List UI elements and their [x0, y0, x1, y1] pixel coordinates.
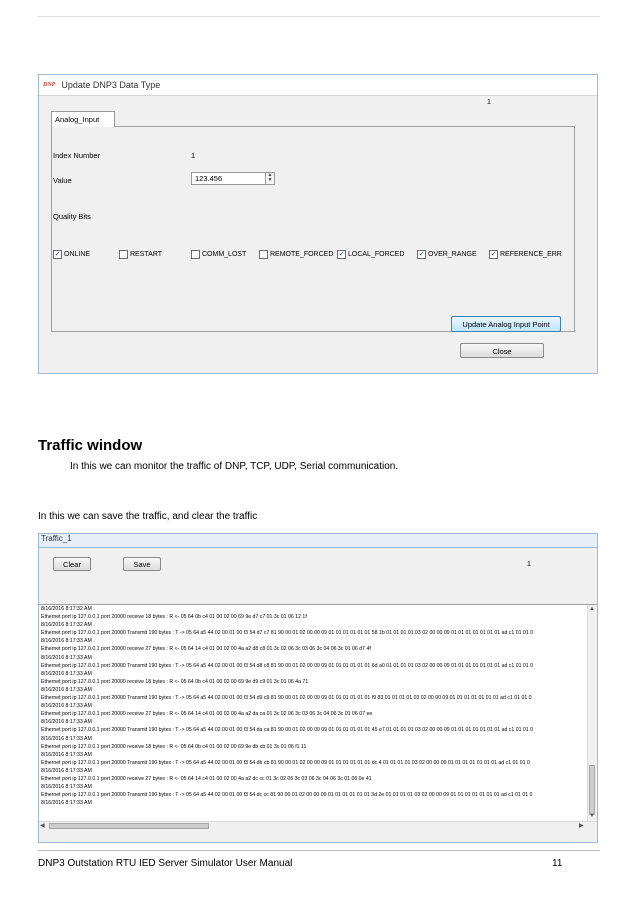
- vertical-scroll-thumb[interactable]: [589, 765, 595, 815]
- checkbox-restart[interactable]: [119, 250, 162, 259]
- log-line: 8/16/2016 8:17:33 AM: [41, 735, 92, 742]
- save-button[interactable]: Save: [123, 557, 161, 571]
- log-line: Ethernet port ip 127.0.0.1 port 20000 Transmit 190 bytes : T -> 05 64 a5 44 02 00 01 00 f3 54 dc cc 81 90 00 01 02 00 00 09 01 01 01 01 01 01 3d 2e 01 01 01 01 03 02 00 00 09 01 01 01 01 01 01 01 ad c1 01 01 0: [41, 792, 533, 799]
- update-dnp3-dialog: [38, 74, 598, 374]
- log-line: Ethernet port ip 127.0.0.1 port 20000 receive 18 bytes : R <- 05 64 0b c4 01 00 02 00 69 9e d7 c7 01 3c 01 06 12 1f: [41, 614, 307, 621]
- log-line: 8/16/2016 8:17:33 AM: [41, 751, 92, 758]
- log-line: Ethernet port ip 127.0.0.1 port 20000 receive 27 bytes : R <- 05 64 14 c4 01 00 02 00 4a a2 da ca 01 3c 02 06 3c 03 06 3c 04 06 3c 01 06 07 ee: [41, 711, 373, 718]
- checkbox-box[interactable]: [191, 250, 200, 259]
- log-line: Ethernet port ip 127.0.0.1 port 20000 receive 27 bytes : R <- 05 64 14 c4 01 00 02 00 4a a2 dc cc 01 3c 02 06 3c 03 06 3c 04 06 3c 01 06 0e 41: [41, 775, 372, 782]
- log-line: 8/16/2016 8:17:33 AM: [41, 767, 92, 774]
- checkbox-label: RESTART: [130, 251, 163, 258]
- save-note: In this we can save the traffic, and clear the traffic: [38, 511, 258, 522]
- log-line: Ethernet port ip 127.0.0.1 port 20000 Transmit 190 bytes : T -> 05 64 a5 44 02 00 01 00 f3 54 da ca 81 90 00 01 02 00 00 09 01 01 01 01 01 01 45 e7 01 01 01 01 03 02 00 00 09 01 01 01 01 01 01 01 ad c1 01 01 0: [41, 727, 534, 734]
- value-label: Value: [53, 176, 72, 185]
- traffic-window: [38, 533, 598, 843]
- log-line: Ethernet port ip 127.0.0.1 port 20000 Transmit 190 bytes : T -> 05 64 a5 44 02 00 01 00 f3 54 d7 c7 81 90 00 01 02 00 00 09 01 01 01 01 01 01 58 1b 01 01 01 01 03 02 00 00 09 01 01 01 01 01 01 01 ad c1 01 01 0: [41, 630, 534, 637]
- vertical-scrollbar[interactable]: [587, 605, 597, 821]
- section-intro: In this we can monitor the traffic of DNP, TCP, UDP, Serial communication.: [70, 461, 399, 472]
- traffic-log-lines: [39, 605, 597, 807]
- footer-title: DNP3 Outstation RTU IED Server Simulator User Manual: [38, 858, 293, 869]
- checkmark-icon[interactable]: ✓: [338, 251, 345, 258]
- log-line: 8/16/2016 8:17:32 AM: [41, 622, 92, 629]
- checkbox-label: COMM_LOST: [202, 251, 247, 258]
- checkbox-comm-lost[interactable]: [191, 250, 246, 259]
- log-line: 8/16/2016 8:17:33 AM: [41, 784, 92, 791]
- log-line: 8/16/2016 8:17:33 AM: [41, 703, 92, 710]
- scroll-left-icon[interactable]: ◀: [40, 823, 45, 829]
- dialog-counter: 1: [487, 99, 491, 106]
- value-input[interactable]: 123.456: [191, 172, 267, 185]
- quality-bits-label: Quality Bits: [53, 212, 91, 221]
- scroll-down-icon[interactable]: ▼: [589, 813, 595, 819]
- log-line: Ethernet port ip 127.0.0.1 port 20000 Transmit 190 bytes : T -> 05 64 a5 44 02 00 01 00 f3 54 d9 c9 81 90 00 01 02 00 00 09 01 01 01 01 01 01 f9 83 01 01 01 01 03 02 00 00 09 01 01 01 01 01 01 01 ad c1 01 01 0: [41, 695, 532, 702]
- horizontal-scroll-thumb[interactable]: [49, 823, 209, 829]
- close-button[interactable]: Close: [460, 343, 544, 358]
- log-line: Ethernet port ip 127.0.0.1 port 20000 Transmit 190 bytes : T -> 05 64 a5 44 02 00 01 00 f3 54 d8 c8 81 90 00 01 02 00 00 09 01 01 01 01 01 01 6d a0 01 01 01 01 03 02 00 00 09 01 01 01 01 01 01 01 ad c1 01 01 0: [41, 662, 534, 669]
- dialog-titlebar: [39, 75, 597, 96]
- analog-input-panel: [51, 126, 575, 332]
- section-heading: Traffic window: [38, 437, 143, 454]
- log-line: 8/16/2016 8:17:33 AM: [41, 670, 92, 677]
- dialog-title: Update DNP3 Data Type: [61, 80, 161, 90]
- log-line: Ethernet port ip 127.0.0.1 port 20000 receive 27 bytes : R <- 05 64 14 c4 01 00 02 00 4a a2 d8 c8 01 3c 02 06 3c 03 06 3c 04 06 3c 01 06 d7 4f: [41, 646, 371, 653]
- page-top-rule: [38, 16, 600, 17]
- checkbox-label: REMOTE_FORCED: [270, 251, 334, 258]
- checkbox-label: LOCAL_FORCED: [348, 251, 405, 258]
- checkbox-local-forced[interactable]: [337, 250, 404, 259]
- log-line: Ethernet port ip 127.0.0.1 port 20000 receive 18 bytes : R <- 05 64 0b c4 01 00 02 00 69 9e d9 c9 01 3c 01 06 4a 71: [41, 678, 309, 685]
- log-line: 8/16/2016 8:17:33 AM: [41, 719, 92, 726]
- index-number-label: Index Number: [53, 151, 101, 160]
- checkbox-over-range[interactable]: [417, 250, 477, 259]
- log-line: 8/16/2016 8:17:33 AM: [41, 654, 92, 661]
- checkbox-online[interactable]: [53, 250, 90, 259]
- page-number: 11: [552, 858, 563, 869]
- checkbox-label: ONLINE: [64, 251, 91, 258]
- clear-button[interactable]: Clear: [53, 557, 91, 571]
- traffic-counter: 1: [527, 561, 531, 568]
- log-line: 8/16/2016 8:17:33 AM: [41, 800, 92, 807]
- spin-down-icon[interactable]: ▼: [267, 177, 273, 183]
- checkbox-box[interactable]: [119, 250, 128, 259]
- checkbox-reference-err[interactable]: [489, 250, 562, 259]
- scroll-up-icon[interactable]: ▲: [589, 606, 595, 612]
- checkmark-icon[interactable]: ✓: [54, 251, 61, 258]
- log-line: 8/16/2016 8:17:33 AM: [41, 638, 92, 645]
- checkmark-icon[interactable]: ✓: [490, 251, 497, 258]
- scroll-right-icon[interactable]: ▶: [579, 823, 584, 829]
- horizontal-scrollbar[interactable]: [39, 821, 597, 831]
- log-line: Ethernet port ip 127.0.0.1 port 20000 receive 18 bytes : R <- 05 64 0b c4 01 00 02 00 69 9e db cb 01 3c 01 06 f1 11: [41, 743, 307, 750]
- index-number-value: 1: [191, 151, 196, 160]
- log-line: Ethernet port ip 127.0.0.1 port 20000 Transmit 190 bytes : T -> 05 64 a5 44 02 00 01 00 f3 54 db cb 81 90 00 01 02 00 00 09 01 01 01 01 01 01 dc 4 01 01 01 01 03 02 00 00 09 01 01 01 01 01 01 01 ad c1 01 01 0: [41, 759, 530, 766]
- traffic-titlebar: Traffic_1: [39, 534, 597, 548]
- checkmark-icon[interactable]: ✓: [418, 251, 425, 258]
- traffic-log[interactable]: [39, 604, 597, 831]
- checkbox-box[interactable]: [259, 250, 268, 259]
- tab-analog-input[interactable]: Analog_Input: [51, 111, 115, 127]
- app-logo-icon: DNP: [43, 82, 56, 88]
- checkbox-remote-forced[interactable]: [259, 250, 333, 259]
- spin-up-icon[interactable]: ▲: [267, 172, 273, 178]
- checkbox-label: REFERENCE_ERR: [500, 251, 562, 258]
- checkbox-label: OVER_RANGE: [428, 251, 477, 258]
- log-line: 8/16/2016 8:17:32 AM: [41, 606, 92, 612]
- footer-rule: [38, 850, 600, 851]
- log-line: 8/16/2016 8:17:33 AM: [41, 686, 92, 693]
- value-spinner[interactable]: [265, 172, 275, 185]
- update-analog-input-button[interactable]: Update Analog Input Point: [451, 316, 561, 332]
